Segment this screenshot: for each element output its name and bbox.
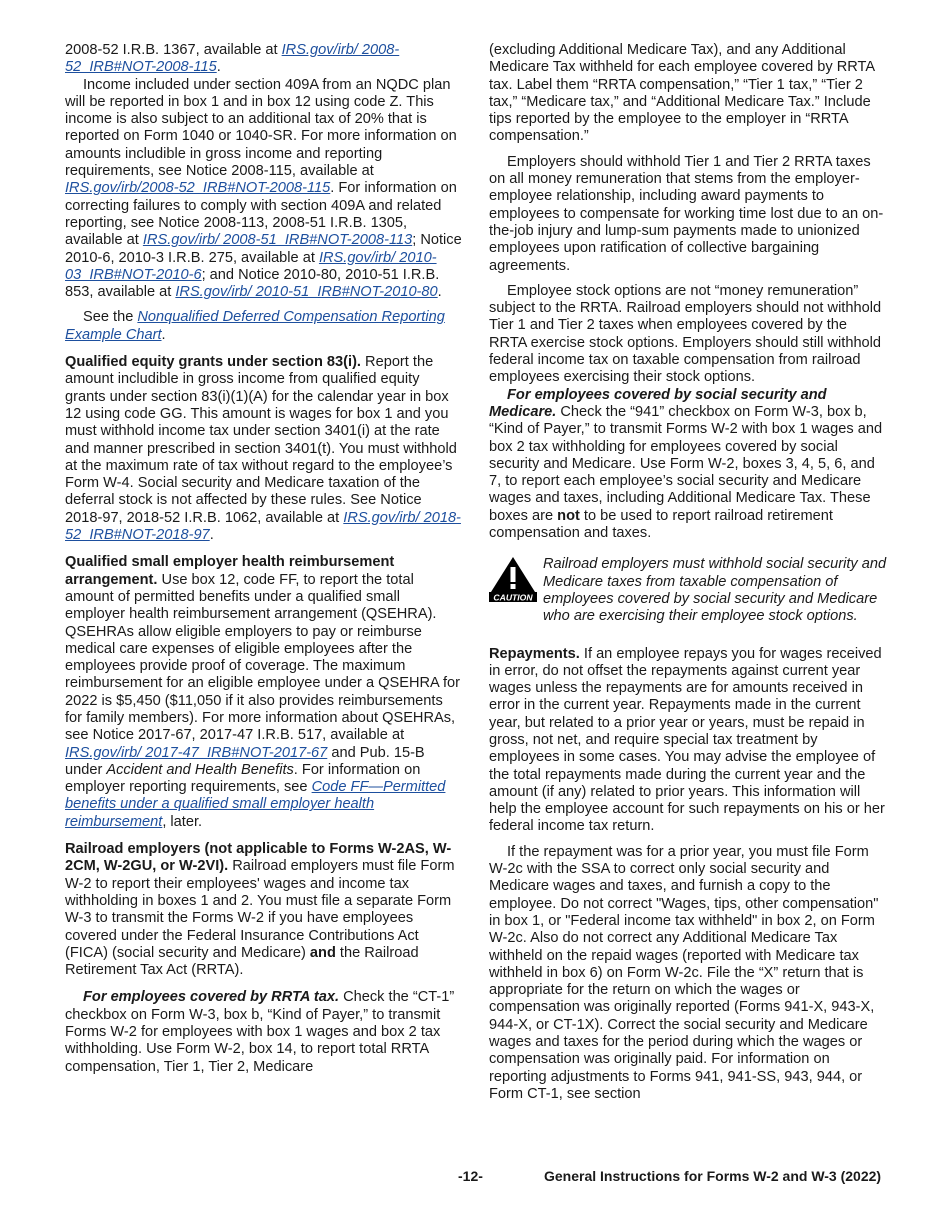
paragraph-notice-2008-52: 2008-52 I.R.B. 1367, available at IRS.gov/irb/ 2008-52_IRB#NOT-2008-115. — [65, 42, 400, 76]
caution-icon — [489, 556, 537, 602]
heading-railroad-employers: Railroad employers (not applicable to Forms W-2AS, W-2CM, W-2GU, or W-2VI). — [65, 841, 452, 875]
page-number: -12- — [458, 1168, 483, 1184]
link-notice-2010-6[interactable]: IRS.gov/irb/ 2010-03_IRB#NOT-2010-6 — [65, 249, 437, 283]
paragraph-railroad-employers: Railroad employers (not applicable to Forms W-2AS, W-2CM, W-2GU, or W-2VI). Railroad employers must file Form W-2 to report their employees' wages and income tax withholding in boxes 1 and 2. You must file a separate Form W-3 to transmit the Forms W-2 if you have employees covered under the Federal Insurance Contributions Act (FICA) (social security and Medicare) and the Railroad Retirement Tax Act (RRTA). — [65, 841, 455, 979]
paragraph-repayments: Repayments. If an employee repays you for wages received in error, do not offset the repayments against current year wages unless the repayments are for amounts received in error in the current year. Repayments made in the current year, but related to a prior year or years, must be repaid in gross, not net, and require special tax treatment by employees in some cases. You may advise the employee of the total repayments made during the current year and the amount (if any) related to prior years. This information will help the employee account for such repayments on his or her federal income tax return. — [489, 645, 885, 835]
link-notice-2017-67[interactable]: IRS.gov/irb/ 2017-47_IRB#NOT-2017-67 — [65, 744, 328, 761]
paragraph-rrta-labels: (excluding Additional Medicare Tax), and any Additional Medicare Tax withheld for each employee covered by RRTA tax. Label them “RRTA compensation,” “Tier 1 tax,” “Tier 2 tax,” “Medicare tax,” and “Additional Medicare Tax.” Include tips reported by the employee to the employer in “RRTA compensation.” — [489, 42, 875, 145]
caution-text: Railroad employers must withhold social security and Medicare taxes from taxable compensation of employees covered by social security and Medicare who are exercising their employee stock options. — [543, 556, 887, 625]
paragraph-stock-options: Employee stock options are not “money remuneration” subject to the RRTA. Railroad employers should not withhold Tier 1 and Tier 2 taxes when employees covered by the RRTA exercise stock options. Employers should still withhold federal income tax on taxable compensation from railroad employees exercising their stock options. — [489, 282, 882, 386]
link-notice-2008-115[interactable]: IRS.gov/irb/ 2008-52_IRB#NOT-2008-115 — [65, 42, 400, 76]
paragraph-rrta-employees: For employees covered by RRTA tax. Check the “CT-1” checkbox on Form W-3, box b, “Kind of Payer,” to transmit Forms W-2 for employees with box 1 wages and box 2 tax withholding. Use Form W-2, box 14, to report total RRTA compensation, Tier 1, Tier 2, Medicare — [65, 989, 455, 1075]
paragraph-social-security-employees: For employees covered by social security and Medicare. Check the “941” checkbox on Form W-3, box b, “Kind of Payer,” to transmit Forms W-2 with box 1 wages and box 2 tax withholding for employees covered by social security and Medicare. Use Form W-2, boxes 3, 4, 5, 6, and 7, to report each employee’s social security and Medicare wages and taxes, including Additional Medicare Tax. These boxes are not to be used to report railroad retirement compensation and taxes. — [489, 386, 883, 542]
heading-social-security-employees: For employees covered by social security and Medicare. — [489, 386, 827, 420]
paragraph-prior-year-repayment: If the repayment was for a prior year, you must file Form W-2c with the SSA to correct only social security and Medicare wages and taxes, and furnish a copy to the employee. Do not correct "Wages, tips, other compensation" in box 1, or "Federal income tax withheld" in box 2, on Form W-2c. Also do not correct any Additional Medicare Tax withheld on the repaid wages (reported with Medicare tax withheld in box 6) on Form W-2c. File the “X” return that is appropriate for the return on which the wages or compensation was originally reported (Forms 941-X, 943-X, 944-X, or CT-1X). Correct the social security and Medicare wages and taxes for the period during which the wages or compensation was originally paid. For information on reporting adjustments to Forms 941, 941-SS, 943, 944, or Form CT-1, see section — [489, 843, 879, 1102]
heading-qsehra: Qualified small employer health reimbursement arrangement. — [65, 554, 395, 588]
right-column — [489, 42, 887, 1103]
paragraph-qualified-equity-grants: Qualified equity grants under section 83(i). Report the amount includible in gross income from qualified equity grants under section 83(i)(1)(A) for the calendar year in box 12 using code GG. This amount is wages for box 1 and you must withhold income tax under section 3401(i) at the rate and manner prescribed in section 3401(t). You must withhold at the maximum rate of tax without regard to the employee’s Form W-4. Social security and Medicare taxation of the deferral stock is not affected by these rules. See Notice 2018-97, 2018-52 I.R.B. 1062, available at IRS.gov/irb/ 2018-52_IRB#NOT-2018-97. — [65, 354, 461, 544]
paragraph-qsehra: Qualified small employer health reimbursement arrangement. Use box 12, code FF, to report the total amount of permitted benefits under a qualified small employer health reimbursement arrangement (QSEHRA). QSEHRAs allow eligible employers to pay or reimburse medical care expenses of eligible employees after the employees provide proof of coverage. The maximum reimbursement for an eligible employee under a QSEHRA for 2022 is $5,450 ($11,050 if it also provides reimbursements for family members). For more information about QSEHRAs, see Notice 2017-67, 2017-47 I.R.B. 517, available at IRS.gov/irb/ 2017-47_IRB#NOT-2017-67 and Pub. 15-B under Accident and Health Benefits. For information on employer reporting requirements, see Code FF—Permitted benefits under a qualified small employer health reimbursement, later. — [65, 554, 461, 830]
footer-title: General Instructions for Forms W-2 and W-3 (2022) — [544, 1168, 882, 1184]
heading-repayments: Repayments. — [489, 645, 580, 662]
left-column — [65, 42, 463, 1076]
heading-rrta-employees: For employees covered by RRTA tax. — [83, 989, 340, 1006]
link-notice-2008-113[interactable]: IRS.gov/irb/ 2008-51_IRB#NOT-2008-113 — [142, 232, 413, 249]
paragraph-409a: Income included under section 409A from an NQDC plan will be reported in box 1 and in box 12 using code Z. This income is also subject to an additional tax of 20% that is reported on Form 1040 or 1040-SR. For more information on amounts includible in gross income and reporting requirements, see Notice 2008-115, available at IRS.gov/irb/2008-52_IRB#NOT-2008-115. For information on correcting failures to comply with section 409A and related reporting, see Notice 2008-113, 2008-51 I.R.B. 1305, available at IRS.gov/irb/ 2008-51_IRB#NOT-2008-113; Notice 2010-6, 2010-3 I.R.B. 275, available at IRS.gov/irb/ 2010-03_IRB#NOT-2010-6; and Notice 2010-80, 2010-51 I.R.B. 853, available at IRS.gov/irb/ 2010-51_IRB#NOT-2010-80. — [65, 76, 462, 301]
link-notice-2018-97[interactable]: IRS.gov/irb/ 2018-52_IRB#NOT-2018-97 — [65, 509, 461, 544]
link-notice-2010-80[interactable]: IRS.gov/irb/ 2010-51_IRB#NOT-2010-80 — [175, 284, 438, 301]
caution-label: CAUTION — [493, 592, 533, 603]
heading-qualified-equity-grants: Qualified equity grants under section 83(i). — [65, 354, 361, 371]
paragraph-nqdc-chart: See the Nonqualified Deferred Compensation Reporting Example Chart. — [65, 309, 445, 343]
caution-note — [489, 556, 887, 625]
link-nqdc-chart[interactable]: Nonqualified Deferred Compensation Reporting Example Chart — [65, 309, 445, 343]
paragraph-withhold-tiers: Employers should withhold Tier 1 and Tier 2 RRTA taxes on all money remuneration that stems from the employer-employee relationship, including award payments to employees to compensate for working time lost due to an on-the-job injury and lump-sum payments made to unionized employees upon ratification of collective bargaining agreements. — [489, 153, 884, 274]
link-code-ff[interactable]: Code FF—Permitted benefits under a qualified small employer health reimbursement — [65, 779, 446, 830]
link-notice-2008-115-b[interactable]: IRS.gov/irb/2008-52_IRB#NOT-2008-115 — [65, 180, 331, 197]
